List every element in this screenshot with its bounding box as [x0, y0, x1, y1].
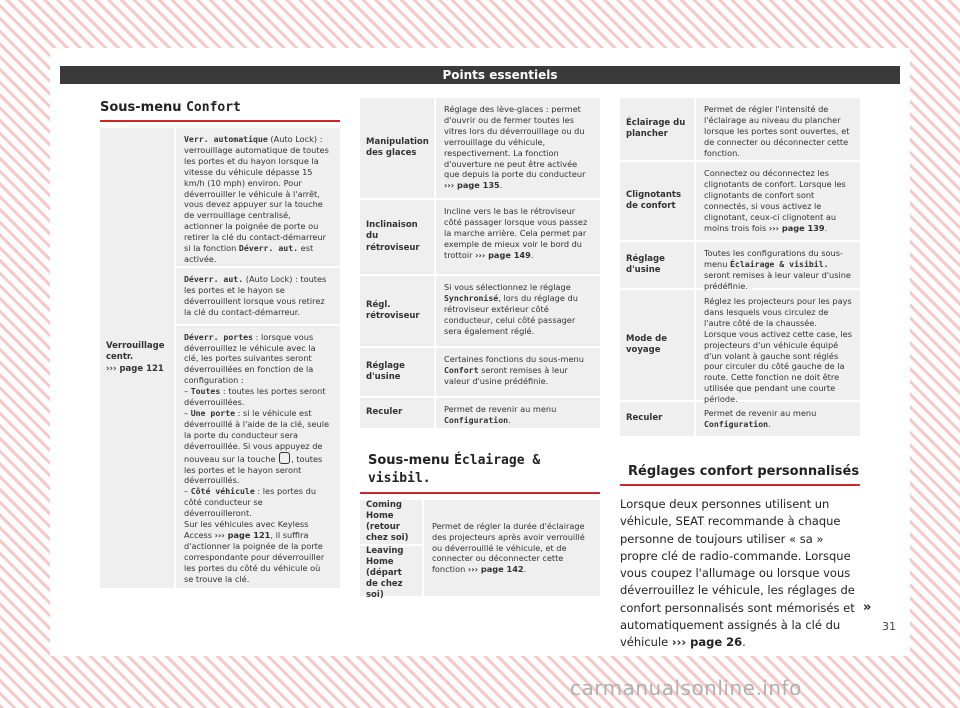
desc-text: : lorsque vous déverrouillez le véhicule avec la clé, les portes suivantes seront déverrouillées en fonction de la configuration : — [184, 331, 316, 386]
kw-configuration: Configuration — [704, 418, 769, 429]
desc-text: , lors du réglage du rétroviseur extérieur côté conducteur, celui côté passager sera également réglé. — [444, 292, 578, 336]
page-ref-link[interactable]: ››› page 139 — [768, 222, 825, 233]
desc-text: , il suffira d'actionner la poignée de la porte correspondante pour déverrouiller les portes du côté du véhicule où se trouve la clé. — [184, 529, 325, 584]
desc-text: Permet de régler la durée d'éclairage des projecteurs après avoir verrouillé ou déverrouillé le véhicule, et de connecter ou déconnecter cette fonction — [432, 520, 585, 575]
row-label: Éclairage du plancher — [626, 117, 686, 139]
desc-text: . — [523, 564, 527, 575]
desc-deverr-portes: Déverr. portes : lorsque vous déverrouillez le véhicule avec la clé, les portes suivantes seront déverrouillées en fonction de la configuration : – Toutes : toutes les portes seront déverrouillées. – Une porte : si le véhicule est déverrouillé à l'aide de la clé, seule la porte du conducteur sera déverrouillée. Si vous appuyez de nouveau sur la touche , toutes les portes et le hayon seront déverrouillés. – Côté véhicule : les portes du côté conducteur se déverrouilleront. Sur les véhicules avec Keyless Access ››› page 121, il suffira d'actionner la poignée de la porte correspondante pour déverrouiller les portes du côté du véhicule où se trouve la clé. — [174, 326, 340, 591]
row-desc — [434, 276, 600, 346]
section-title-confort — [100, 100, 241, 115]
page-ref-link[interactable]: ››› page 142 — [467, 564, 524, 575]
desc-text: . — [824, 222, 828, 233]
desc-text: Réglage des lève-glaces : permet d'ouvrir ou de fermer toutes les vitres lors du déverrouillage ou du verrouillage du véhicule, respectivement. La fonction d'ouverture ne peut être activée que depuis la porte du conducteur — [444, 104, 586, 180]
row-label: Mode de voyage — [626, 333, 667, 355]
table-row — [620, 98, 860, 162]
table-row — [360, 398, 600, 430]
kw-toutes: Toutes — [190, 386, 221, 397]
kw-deverr-aut: Déverr. aut. — [184, 274, 244, 284]
desc-text: : toutes les portes seront déverrouillées. — [184, 386, 326, 408]
eclairage-table — [360, 500, 600, 601]
table-row — [360, 98, 600, 200]
row-label: Réglage d'usine — [366, 360, 405, 382]
desc-text: Si vous sélectionnez le réglage — [444, 282, 571, 292]
row-label: Reculer — [366, 407, 403, 418]
section-title-mono: Éclairage & visibil. — [368, 453, 541, 487]
row-label: Inclinaison du rétroviseur — [366, 220, 420, 253]
desc-text: . — [530, 249, 534, 260]
table-row — [620, 290, 860, 405]
section-title-mono: Confort — [186, 100, 241, 115]
desc-text: Permet de revenir au menu — [444, 404, 557, 414]
row-desc — [694, 162, 860, 240]
running-header: Points essentiels — [60, 66, 900, 84]
page-ref-link[interactable]: ››› page 149 — [475, 249, 531, 260]
desc-text: Permet de revenir au menu — [704, 408, 817, 418]
section-title-text: Sous-menu — [368, 453, 455, 468]
desc-text: . — [499, 180, 503, 191]
kw-une-porte: Une porte — [190, 407, 236, 418]
row-desc — [694, 242, 860, 291]
row-desc — [434, 200, 600, 274]
verrouillage-label: Verrouillage centr. — [106, 341, 165, 363]
page-ref-link[interactable]: ››› page 135 — [444, 180, 500, 191]
sub-rows — [174, 128, 340, 588]
kw-configuration: Configuration — [444, 414, 509, 425]
desc-text: : si le véhicule est déverrouillé à l'aide de la clé, seule la porte du conducteur sera déverrouillée. Si vous appuyez de nouveau sur la touche — [184, 407, 330, 464]
desc-text: seront remises à leur valeur d'usine prédéfinie. — [704, 269, 851, 291]
desc-text: Incline vers le bas le rétroviseur côté passager lorsque vous passez la marche arrière. Cela permet par exemple de mieux voir le bord du trottoir — [444, 206, 588, 260]
desc-text: . — [508, 414, 511, 425]
section-rule — [360, 492, 600, 494]
row-desc — [434, 98, 600, 198]
desc-text: Toutes les configurations du sous-menu — [704, 248, 843, 269]
page-ref-link[interactable]: ››› page 121 — [106, 363, 164, 374]
row-labels — [360, 500, 422, 601]
kw-verr-auto: Verr. automatique — [184, 134, 268, 144]
row-desc — [434, 348, 600, 396]
section-rule — [620, 484, 860, 486]
row-label: Réglage d'usine — [626, 253, 665, 275]
table-row — [620, 402, 860, 438]
desc-verr-auto — [174, 128, 340, 268]
desc-text: (Auto Lock) : verrouillage automatique de toutes les portes et du hayon lorsque la vitesse du véhicule dépasse 15 km/h (10 mph) environ. Pour déverrouiller le véhicule à l'arrêt, vous devez appuyer sur la touche de verrouillage centralisé, actionner la poignée de porte ou retirer la clé du contact-démarreur si la fonction — [184, 134, 329, 254]
desc-text: Certaines fonctions du sous-menu — [444, 354, 584, 364]
page-ref-link[interactable]: ››› page 26 — [671, 635, 743, 649]
desc-text: Sur les véhicules avec Keyless Access — [184, 519, 309, 540]
desc-deverr-aut — [174, 268, 340, 326]
row-label: Reculer — [626, 413, 663, 424]
watermark: carmanualsonline.info — [570, 676, 802, 700]
table-row — [620, 162, 860, 242]
row-desc: Permet de régler l'intensité de l'éclairage au niveau du plancher lorsque les portes sont ouvertes, et de connecter ou déconnecter cette fonction. — [694, 98, 860, 160]
row-label: Régl. rétroviseur — [366, 299, 420, 321]
kw-confort: Confort — [444, 364, 479, 375]
continue-arrow-icon: » — [863, 600, 872, 615]
desc-text: . — [768, 418, 771, 429]
table-row — [620, 242, 860, 290]
eclairage-table-continued — [620, 98, 860, 438]
section-title-perso: Réglages confort personnalisés — [628, 464, 860, 479]
kw-deverr-aut: Déverr. aut. — [238, 243, 299, 254]
confort-table-continued — [360, 98, 600, 430]
table-row — [360, 200, 600, 276]
page-ref-link[interactable]: ››› page 121 — [214, 529, 271, 540]
section-title-text: Sous-menu — [100, 100, 187, 115]
page-number: 31 — [882, 620, 896, 633]
row-label: Clignotants de confort — [626, 189, 682, 211]
row-desc — [434, 398, 600, 428]
kw-synchronise: Synchronisé — [444, 292, 499, 303]
row-desc — [694, 402, 860, 436]
desc-text: : les portes du côté conducteur se déverrouilleront. — [184, 486, 317, 519]
row-label: Coming Home (retour chez soi) — [360, 500, 422, 546]
kw-cote-vehicule: Côté véhicule — [190, 486, 255, 497]
desc-text: est activée. — [184, 243, 314, 264]
kw-eclairage-visibil: Éclairage & visibil. — [730, 258, 829, 269]
section-title-eclairage — [368, 452, 598, 488]
perso-body — [620, 496, 860, 651]
table-row — [360, 276, 600, 348]
desc-text: (Auto Lock) : toutes les portes et le hayon se déverrouillent lorsque vous retirez la clé du contact-démarreur. — [184, 274, 327, 317]
row-label — [100, 128, 174, 588]
row-label: Manipulation des glaces — [366, 136, 429, 158]
row-label: Leaving Home (départ de chez soi) — [366, 546, 404, 601]
body-text: . — [742, 635, 746, 649]
body-text: Lorsque deux personnes utilisent un véhicule, SEAT recommande à chaque personne de toujours utiliser « sa » propre clé de radio-commande. Lorsque vous coupez l'allumage ou lorsque vous déverrouillez le véhicule, les réglages de confort personnalisés sont mémorisés et automatiquement assignés à la clé du véhicule — [620, 497, 855, 649]
confort-table — [100, 128, 340, 590]
kw-deverr-portes: Déverr. portes — [184, 331, 254, 342]
section-rule — [100, 120, 340, 122]
table-row — [360, 500, 600, 601]
desc-text: seront remises à leur valeur d'usine prédéfinie. — [444, 364, 568, 386]
row-desc: Réglez les projecteurs pour les pays dans lesquels vous circulez de l'autre côté de la chaussée. Lorsque vous activez cette case, les projecteurs d'un véhicule équipé d'un volant à gauche sont réglés pour circuler du côté gauche de la route. Cette fonction ne doit être utilisée que pendant une courte période. — [694, 290, 860, 400]
table-row — [100, 128, 340, 590]
unlock-key-icon — [279, 452, 290, 464]
desc-text: Connectez ou déconnectez les clignotants de confort. Lorsque les clignotants de confort sont connectés, si vous activez le clignotant, ceux-ci clignotent au moins trois fois — [704, 168, 846, 233]
desc-text: , toutes les portes et le hayon seront déverrouillés. — [184, 453, 323, 486]
row-desc — [422, 500, 600, 596]
table-row — [360, 348, 600, 398]
